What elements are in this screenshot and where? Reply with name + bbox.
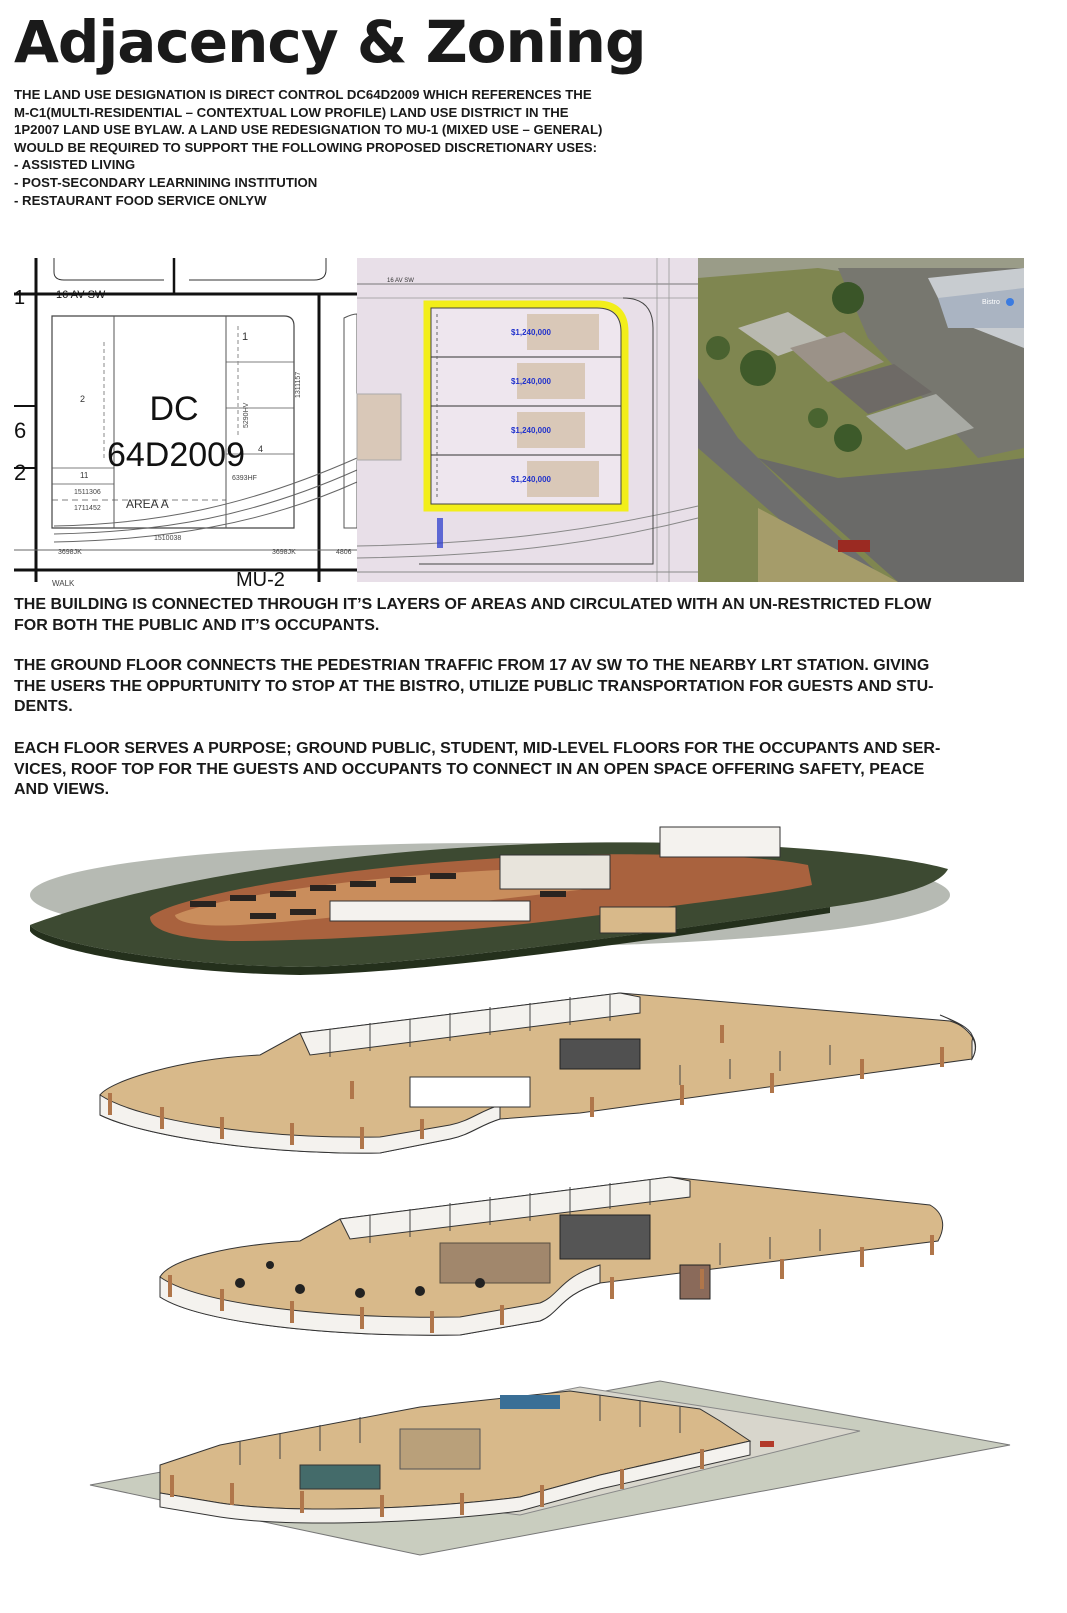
body-line: THE BUILDING IS CONNECTED THROUGH IT’S LAYERS OF AREAS AND CIRCULATED WITH AN UN-RESTRICTED FLOW	[14, 596, 932, 613]
body-line: AND VIEWS.	[14, 781, 110, 798]
axonometric-upper-floor	[0, 985, 1067, 1160]
lot-number: 4	[258, 444, 264, 454]
lot-value: $1,240,000	[510, 426, 552, 435]
zoning-map	[14, 258, 357, 591]
small-label: 3698JK	[272, 549, 296, 556]
map-pin-label: Bistro	[982, 299, 1000, 306]
body-paragraph-1	[14, 595, 1034, 636]
body-line: FOR BOTH THE PUBLIC AND IT’S OCCUPANTS.	[14, 616, 380, 634]
body-line: THE GROUND FLOOR CONNECTS THE PEDESTRIAN TRAFFIC FROM 17 AV SW TO THE NEARBY LRT STATION. GIVING	[14, 657, 930, 674]
intro-line: THE LAND USE DESIGNATION IS DIRECT CONTROL DC64D2009 WHICH REFERENCES THE	[14, 87, 592, 102]
zoning-intro-text	[14, 86, 714, 209]
body-line: VICES, ROOF TOP FOR THE GUESTS AND OCCUPANTS TO CONNECT IN AN OPEN SPACE OFFERING SAFETY, PEACE	[14, 760, 925, 778]
body-line: DENTS.	[14, 698, 73, 715]
edge-number: 1	[14, 287, 26, 309]
small-label: 6393HF	[232, 475, 257, 482]
street-label: 16 AV SW	[387, 278, 414, 284]
intro-line: 1P2007 LAND USE BYLAW. A LAND USE REDESIGNATION TO MU-1 (MIXED USE – GENERAL)	[14, 122, 603, 138]
lot-value: $1,240,000	[510, 377, 552, 386]
body-line: EACH FLOOR SERVES A PURPOSE; GROUND PUBLIC, STUDENT, MID-LEVEL FLOORS FOR THE OCCUPANTS AND SER-	[14, 740, 941, 757]
lot-number: 11	[80, 471, 89, 480]
lot-number: 1	[242, 331, 249, 343]
district-label: DC	[149, 390, 199, 428]
area-label: AREA A	[126, 497, 169, 511]
edge-number: 6	[14, 418, 27, 443]
lot-value: $1,240,000	[510, 328, 552, 337]
intro-line: WOULD BE REQUIRED TO SUPPORT THE FOLLOWING PROPOSED DISCRETIONARY USES:	[14, 139, 597, 155]
axonometric-ground-floor	[0, 1365, 1067, 1608]
aerial-photo	[698, 258, 1024, 582]
intro-line: - RESTAURANT FOOD SERVICE ONLYW	[14, 192, 267, 208]
small-label: 1510038	[154, 535, 182, 542]
lot-number: 2	[80, 394, 86, 404]
body-line: THE USERS THE OPPURTUNITY TO STOP AT THE BISTRO, UTILIZE PUBLIC TRANSPORTATION FOR GUESTS AND STU-	[14, 677, 934, 695]
site-plan	[357, 258, 698, 582]
street-label: 16 AV SW	[56, 289, 106, 301]
axonometric-roof-level	[0, 815, 1067, 975]
body-paragraph-3	[14, 739, 1034, 801]
intro-line: M-C1(MULTI-RESIDENTIAL – CONTEXTUAL LOW PROFILE) LAND USE DISTRICT IN THE	[14, 104, 569, 120]
small-label: 1311157	[295, 371, 302, 398]
intro-line: - ASSISTED LIVING	[14, 157, 136, 173]
lot-value: $1,240,000	[510, 475, 552, 484]
small-label: 1711452	[74, 505, 101, 512]
adjacent-zone-label: MU-2	[236, 569, 285, 591]
small-label: 4806	[336, 549, 352, 556]
small-label: 1511306	[74, 489, 101, 496]
small-label: 5290HV	[243, 402, 250, 428]
district-code-label: 64D2009	[106, 436, 246, 474]
body-paragraph-2	[14, 656, 1034, 718]
edge-number: 2	[14, 460, 27, 485]
axonometric-lower-floor	[0, 1165, 1067, 1345]
small-label: 3698JK	[58, 549, 82, 556]
page-title: Adjacency & Zoning	[14, 8, 646, 76]
small-label: WALK	[52, 579, 75, 588]
intro-line: - POST-SECONDARY LEARNINING INSTITUTION	[14, 174, 318, 190]
